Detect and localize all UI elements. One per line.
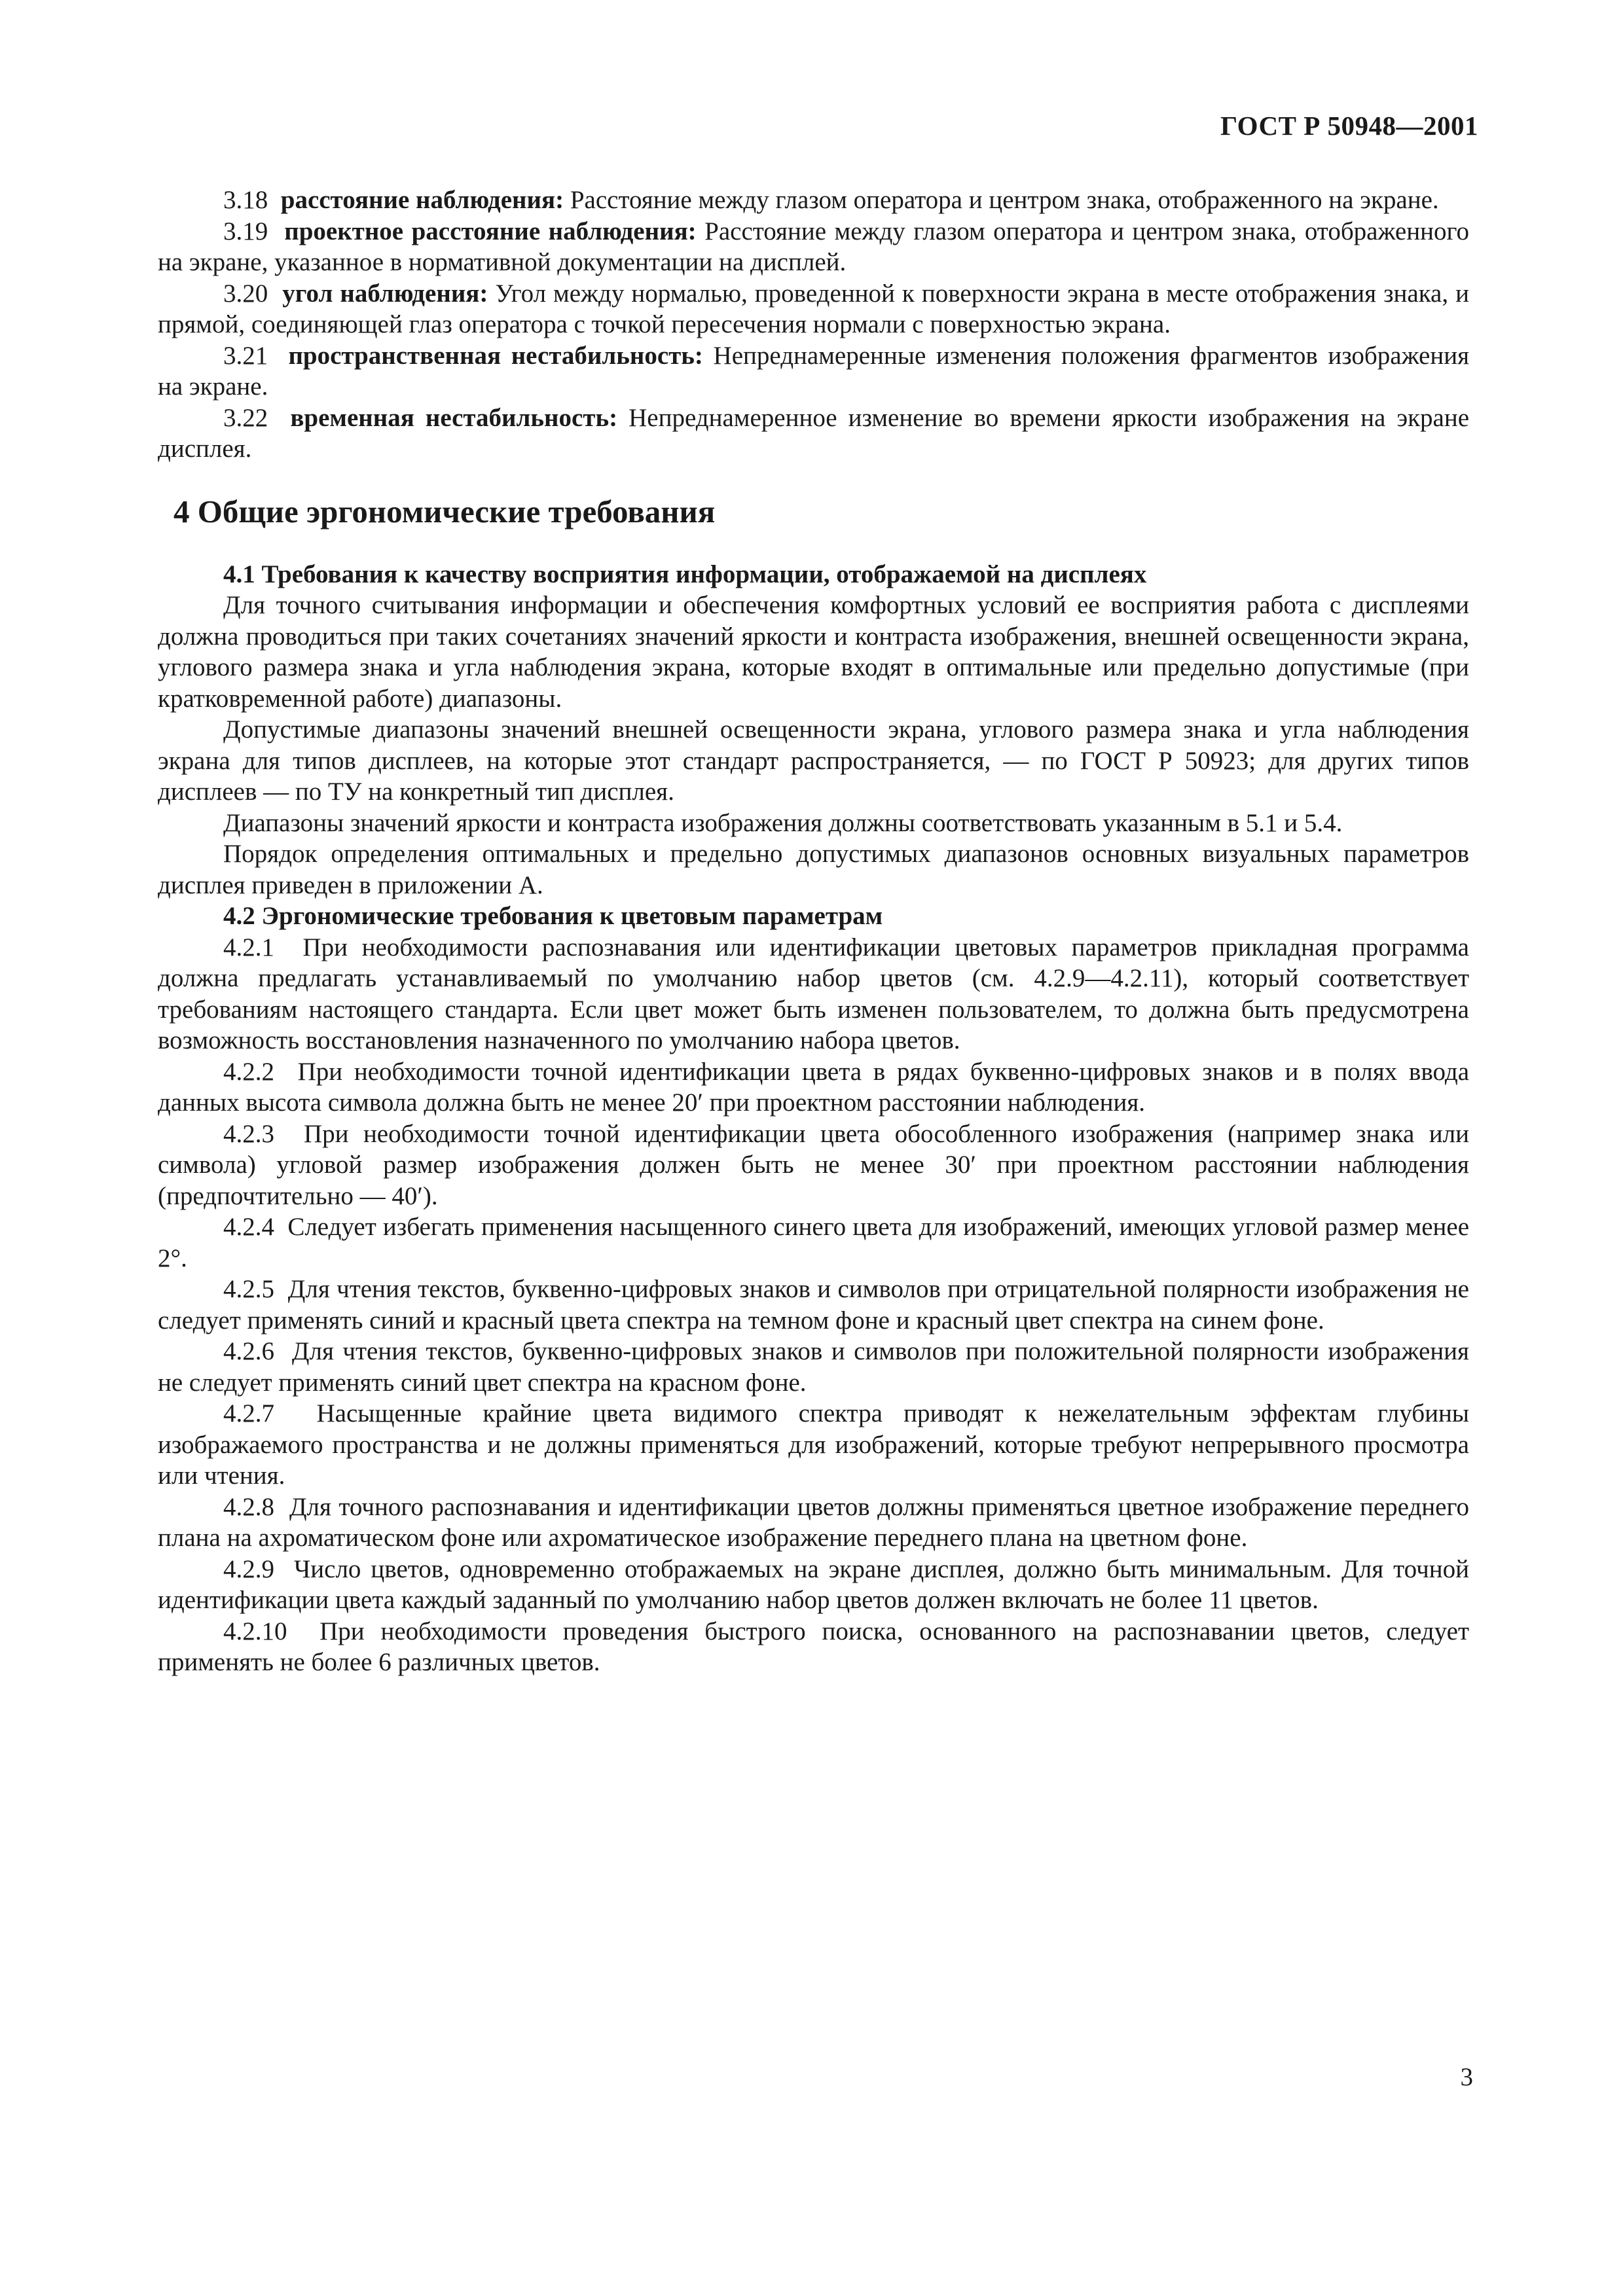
definition-number: 3.18 — [223, 186, 268, 214]
clause-number: 4.2.10 — [223, 1617, 287, 1645]
paragraph: Для точного считывания информации и обеспечения комфортных условий ее восприятия работа с дисплеями должна проводиться при таких сочетаниях значений яркости и контраста изображения, внешней освещенности экрана, углового размера знака и угла наблюдения экрана, которые входят в оптимальные или предельно допустимые (при кратковременной работе) диапазоны. — [158, 591, 1469, 713]
definition-term: временная нестабильность: — [290, 403, 618, 432]
definition-text: Расстояние между глазом оператора и центром знака, отображенного на экране. — [570, 186, 1439, 214]
clause-4-2-5 — [158, 1274, 1469, 1336]
clause-4-2-3 — [158, 1119, 1469, 1212]
clause-4-2-7 — [158, 1398, 1469, 1492]
clause-4-2-2 — [158, 1056, 1469, 1119]
clause-number: 4.2.2 — [223, 1057, 274, 1086]
paragraph: Порядок определения оптимальных и предельно допустимых диапазонов основных визуальных параметров дисплея приведен в приложении А. — [158, 840, 1469, 899]
clause-text: Для чтения текстов, буквенно-цифровых знаков и символов при положительной полярности изображения не следует применять синий цвет спектра на красном фоне. — [158, 1337, 1469, 1397]
clause-text: При необходимости точной идентификации цвета обособленного изображения (например знака или символа) угловой размер изображения должен быть не менее 30′ при проектном расстоянии наблюдения (предпочтительно — 40′). — [158, 1119, 1469, 1210]
clause-number: 4.2.5 — [223, 1275, 274, 1303]
clause-text: Следует избегать применения насыщенного синего цвета для изображений, имеющих угловой размер менее 2°. — [158, 1213, 1470, 1272]
clause-number: 4.2.6 — [223, 1337, 274, 1365]
clause-number: 4.2.8 — [223, 1492, 274, 1521]
definition-number: 3.20 — [223, 279, 268, 308]
subsection-4-2-title: 4.2 Эргономические требования к цветовым параметрам — [223, 902, 883, 930]
clause-4-2-8 — [158, 1492, 1469, 1554]
clause-4-2-4 — [158, 1211, 1469, 1274]
clause-4-2-10 — [158, 1616, 1469, 1678]
clause-number: 4.2.3 — [223, 1119, 274, 1148]
page-content — [158, 185, 1469, 1678]
clause-number: 4.2.4 — [223, 1213, 274, 1241]
clause-text: Число цветов, одновременно отображаемых на экране дисплея, должно быть минимальным. Для точной идентификации цвета каждый заданный по умолчанию набор цветов должен включать не более 11 цветов. — [158, 1554, 1469, 1614]
clause-text: Для точного распознавания и идентификации цветов должны применяться цветное изображение переднего плана на ахроматическом фоне или ахроматическое изображение переднего плана на цветном фоне. — [158, 1492, 1470, 1552]
definition-number: 3.19 — [223, 217, 268, 245]
clause-text: При необходимости распознавания или идентификации цветовых параметров прикладная программа должна предлагать устанавливаемый по умолчанию набор цветов (см. 4.2.9—4.2.11), который соответствует требованиям настоящего стандарта. Если цвет может быть изменен пользователем, то должна быть предусмотрена возможность восстановления назначенного по умолчанию набора цветов. — [158, 933, 1469, 1054]
paragraph: Диапазоны значений яркости и контраста изображения должны соответствовать указанным в 5.1 и 5.4. — [223, 808, 1343, 837]
document-code-header: ГОСТ Р 50948—2001 — [1220, 111, 1478, 141]
clause-4-2-9 — [158, 1554, 1469, 1616]
clause-text: Для чтения текстов, буквенно-цифровых знаков и символов при отрицательной полярности изображения не следует применять синий и красный цвета спектра на темном фоне и красный цвет спектра на синем фоне. — [158, 1275, 1469, 1335]
paragraph: Допустимые диапазоны значений внешней освещенности экрана, углового размера знака и угла наблюдения экрана для типов дисплеев, на которые этот стандарт распространяется, — по ГОСТ Р 50923; для других типов дисплеев — по ТУ на конкретный тип дисплея. — [158, 715, 1469, 806]
clause-text: При необходимости точной идентификации цвета в рядах буквенно-цифровых знаков и в полях ввода данных высота символа должна быть не менее 20′ при проектном расстоянии наблюдения. — [158, 1057, 1469, 1117]
clause-4-2-6 — [158, 1336, 1469, 1398]
definition-number: 3.22 — [223, 403, 268, 432]
clause-number: 4.2.7 — [223, 1399, 274, 1427]
definition-term: расстояние наблюдения: — [280, 186, 564, 214]
definition-text: Непреднамеренные изменения положения фрагментов изображения на экране. — [158, 341, 1470, 401]
clause-number: 4.2.1 — [223, 933, 274, 961]
definition-term: угол наблюдения: — [282, 279, 488, 308]
definition-text: Расстояние между глазом оператора и центром знака, отображенного на экране, указанное в нормативной документации на дисплей. — [158, 217, 1469, 276]
page-number: 3 — [1460, 2063, 1473, 2091]
clause-number: 4.2.9 — [223, 1554, 274, 1583]
section-4-title: 4 Общие эргономические требования — [173, 493, 716, 529]
definition-3-22 — [158, 403, 1469, 465]
definition-text: Угол между нормалью, проведенной к поверхности экрана в месте отображения знака, и прямой, соединяющей глаз оператора с точкой пересечения нормали с поверхностью экрана. — [158, 279, 1469, 338]
subsection-4-1-title: 4.1 Требования к качеству восприятия информации, отображаемой на дисплеях — [223, 560, 1147, 588]
definition-number: 3.21 — [223, 341, 268, 370]
definition-term: проектное расстояние наблюдения: — [284, 217, 697, 245]
definition-3-19 — [158, 216, 1469, 278]
definition-3-21 — [158, 340, 1469, 403]
clause-4-2-1 — [158, 932, 1469, 1056]
clause-text: Насыщенные крайние цвета видимого спектра приводят к нежелательным эффектам глубины изображаемого пространства и не должны применяться для изображений, которые требуют непрерывного просмотра или чтения. — [158, 1399, 1470, 1490]
clause-text: При необходимости проведения быстрого поиска, основанного на распознавании цветов, следует применять не более 6 различных цветов. — [158, 1617, 1470, 1676]
definition-3-20 — [158, 278, 1469, 340]
definition-3-18 — [158, 185, 1469, 216]
definition-term: пространственная нестабильность: — [288, 341, 703, 370]
definition-text: Непреднамеренное изменение во времени яркости изображения на экране дисплея. — [158, 403, 1470, 463]
